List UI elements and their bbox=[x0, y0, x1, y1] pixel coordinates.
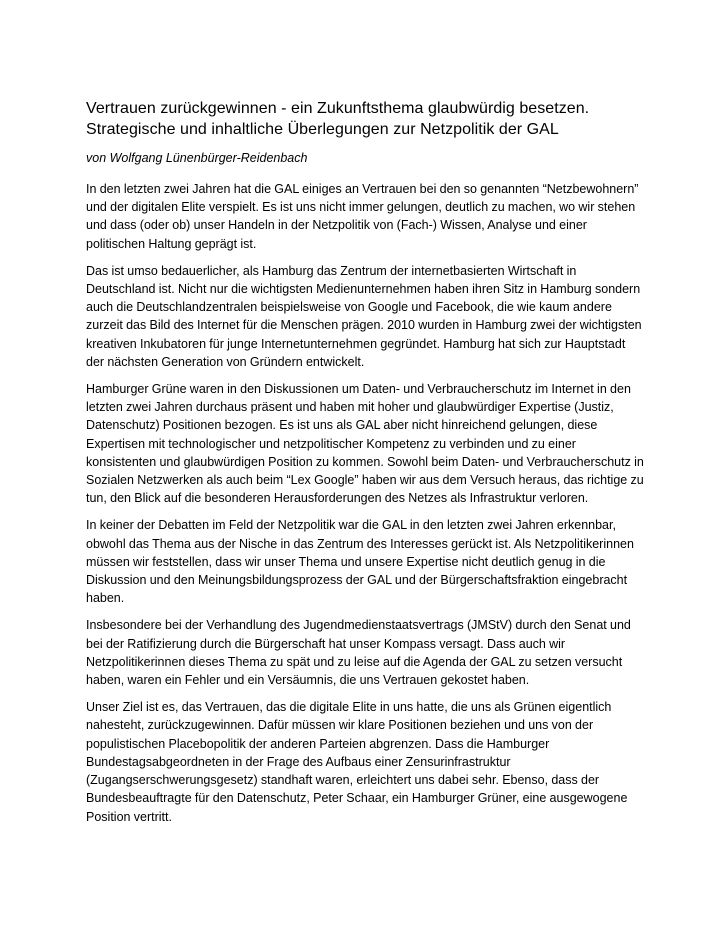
title-line-1: Vertrauen zurückgewinnen - ein Zukunftsthema glaubwürdig besetzen. bbox=[86, 100, 590, 117]
paragraph-3: Hamburger Grüne waren in den Diskussionen um Daten- und Verbraucherschutz im Internet in den letzten zwei Jahren durchaus präsent und haben mit hoher und glaubwürdiger Expertise (Justiz, Datenschutz) Positionen bezogen. Es ist uns als GAL aber nicht hinreichend gelungen, diese Expertisen mit technologischer und netzpolitischer Kompetenz zu verbinden und zu einer konsistenten und glaubwürdigen Position zu kommen. Sowohl beim Daten- und Verbraucherschutz in Sozialen Netzwerken als auch beim “Lex Google” haben wir aus dem Versuch heraus, das richtige zu tun, den Blick auf die besonderen Herausforderungen des Netzes als Infrastruktur verloren. bbox=[86, 382, 644, 506]
paragraph-5: Insbesondere bei der Verhandlung des Jugendmedienstaatsvertrags (JMStV) durch den Senat und bei der Ratifizierung durch die Bürgerschaft hat unser Kompass versagt. Dass auch wir Netzpolitikerinnen dieses Thema zu spät und zu leise auf die Agenda der GAL zu setzen versucht haben, waren ein Fehler und ein Versäumnis, die uns Vertrauen gekostet haben. bbox=[86, 618, 631, 688]
paragraph-2: Das ist umso bedauerlicher, als Hamburg das Zentrum der internetbasierten Wirtschaft in Deutschland ist. Nicht nur die wichtigsten Medienunternehmen haben ihren Sitz in Hamburg sondern auch die Deutschlandzentralen beispielsweise von Google und Facebook, die wie kaum andere zurzeit das Bild des Internet für die Menschen prägen. 2010 wurden in Hamburg zwei der wichtigsten kreativen Inkubatoren für junge Internetunternehmen gegründet. Hamburg hat sich zur Hauptstadt der nächsten Generation von Gründern entwickelt. bbox=[86, 263, 642, 369]
document-page bbox=[86, 98, 646, 835]
document-title bbox=[86, 98, 646, 140]
paragraph-1: In den letzten zwei Jahren hat die GAL einiges an Vertrauen bei den so genannten “Netzbewohnern” und der digitalen Elite verspielt. Es ist uns nicht immer gelungen, deutlich zu machen, wo wir stehen und dass (oder ob) unser Handeln in der Netzpolitik von (Fach-) Wissen, Analyse und einer politischen Haltung geprägt ist. bbox=[86, 182, 639, 251]
paragraph-4: In keiner der Debatten im Feld der Netzpolitik war die GAL in den letzten zwei Jahren erkennbar, obwohl das Thema aus der Nische in das Zentrum des Interesses gerückt ist. Als Netzpolitikerinnen müssen wir feststellen, dass wir unser Thema und unsere Expertise nicht deutlich genug in die Diskussion und den Meinungsbildungsprozess der GAL und der Bürgerschaftsfraktion eingebracht haben. bbox=[86, 518, 634, 606]
title-line-2: Strategische und inhaltliche Überlegungen zur Netzpolitik der GAL bbox=[86, 121, 559, 138]
author-byline: von Wolfgang Lünenbürger-Reidenbach bbox=[86, 151, 308, 165]
paragraph-6: Unser Ziel ist es, das Vertrauen, das die digitale Elite in uns hatte, die uns als Grünen eigentlich nahesteht, zurückzugewinnen. Dafür müssen wir klare Positionen beziehen und uns von der populistischen Placebopolitik der anderen Parteien abgrenzen. Dass die Hamburger Bundestagsabgeordneten in der Frage des Aufbaus einer Zensurinfrastruktur (Zugangserschwerungsgesetz) standhaft waren, erleichtert uns dabei sehr. Ebenso, dass der Bundesbeauftragte für den Datenschutz, Peter Schaar, ein Hamburger Grüner, eine ausgewogene Position vertritt. bbox=[86, 700, 628, 824]
